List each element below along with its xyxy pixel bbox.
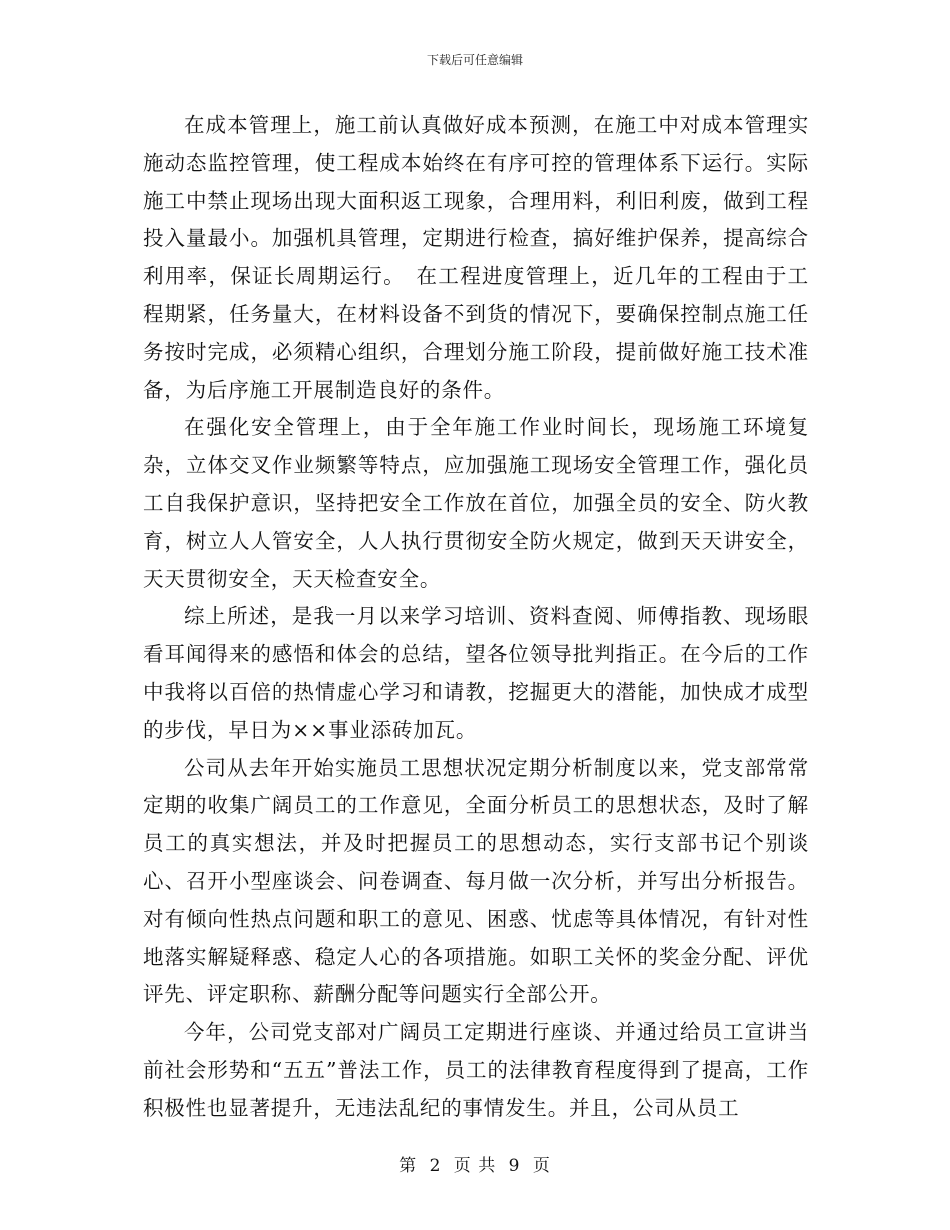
- total-pages-number: 9: [508, 1156, 521, 1176]
- page-header: [0, 52, 950, 68]
- footer-middle: 页 共: [453, 1156, 497, 1176]
- document-body: [143, 107, 809, 1128]
- paragraph-cost-management: 在成本管理上，施工前认真做好成本预测，在施工中对成本管理实施动态监控管理，使工程成本始终在有序可控的管理体系下运行。实际施工中禁止现场出现大面积返工现象，合理用料，利旧利废，做到工程投入量最小。加强机具管理，定期进行检查，搞好维护保养，提高综合利用率，保证长周期运行。 在工程进度管理上，近几年的工程由于工程期紧，任务量大，在材料设备不到货的情况下，要确保控制点施工任务按时完成，必须精心组织，合理划分施工阶段，提前做好施工技术准备，为后序施工开展制造良好的条件。: [143, 113, 809, 402]
- footer-prefix: 第: [399, 1156, 418, 1176]
- paragraph-safety-management: 在强化安全管理上，由于全年施工作业时间长，现场施工环境复杂，立体交叉作业频繁等特点，应加强施工现场安全管理工作，强化员工自我保护意识，坚持把安全工作放在首位，加强全员的安全、防火教育，树立人人管安全，人人执行贯彻安全防火规定，做到天天讲安全，天天贯彻安全，天天检查安全。: [143, 415, 809, 591]
- paragraph-party-branch: 今年，公司党支部对广阔员工定期进行座谈、并通过给员工宣讲当前社会形势和“五五”普法工作，员工的法律教育程度得到了提高，工作积极性也显著提升，无违法乱纪的事情发生。并且，公司从员工: [143, 1020, 809, 1120]
- footer-suffix: 页: [532, 1156, 551, 1176]
- page-footer: [0, 1155, 950, 1177]
- current-page-number: 2: [429, 1156, 442, 1176]
- header-text: 下载后可任意编辑: [426, 53, 523, 67]
- paragraph-employee-analysis: 公司从去年开始实施员工思想状况定期分析制度以来，党支部常常定期的收集广阔员工的工作意见，全面分析员工的思想状态，及时了解员工的真实想法，并及时把握员工的思想动态，实行支部书记个别谈心、召开小型座谈会、问卷调查、每月做一次分析，并写出分析报告。对有倾向性热点问题和职工的意见、困惑、忧虑等具体情况，有针对性地落实解疑释惑、稳定人心的各项措施。如职工关怀的奖金分配、评优评先、评定职称、薪酬分配等问题实行全部公开。: [143, 755, 809, 1007]
- paragraph-summary: 综上所述，是我一月以来学习培训、资料查阅、师傅指教、现场眼看耳闻得来的感悟和体会的总结，望各位领导批判指正。在今后的工作中我将以百倍的热情虚心学习和请教，挖掘更大的潜能，加快成才成型的步伐，早日为××事业添砖加瓦。: [143, 604, 809, 742]
